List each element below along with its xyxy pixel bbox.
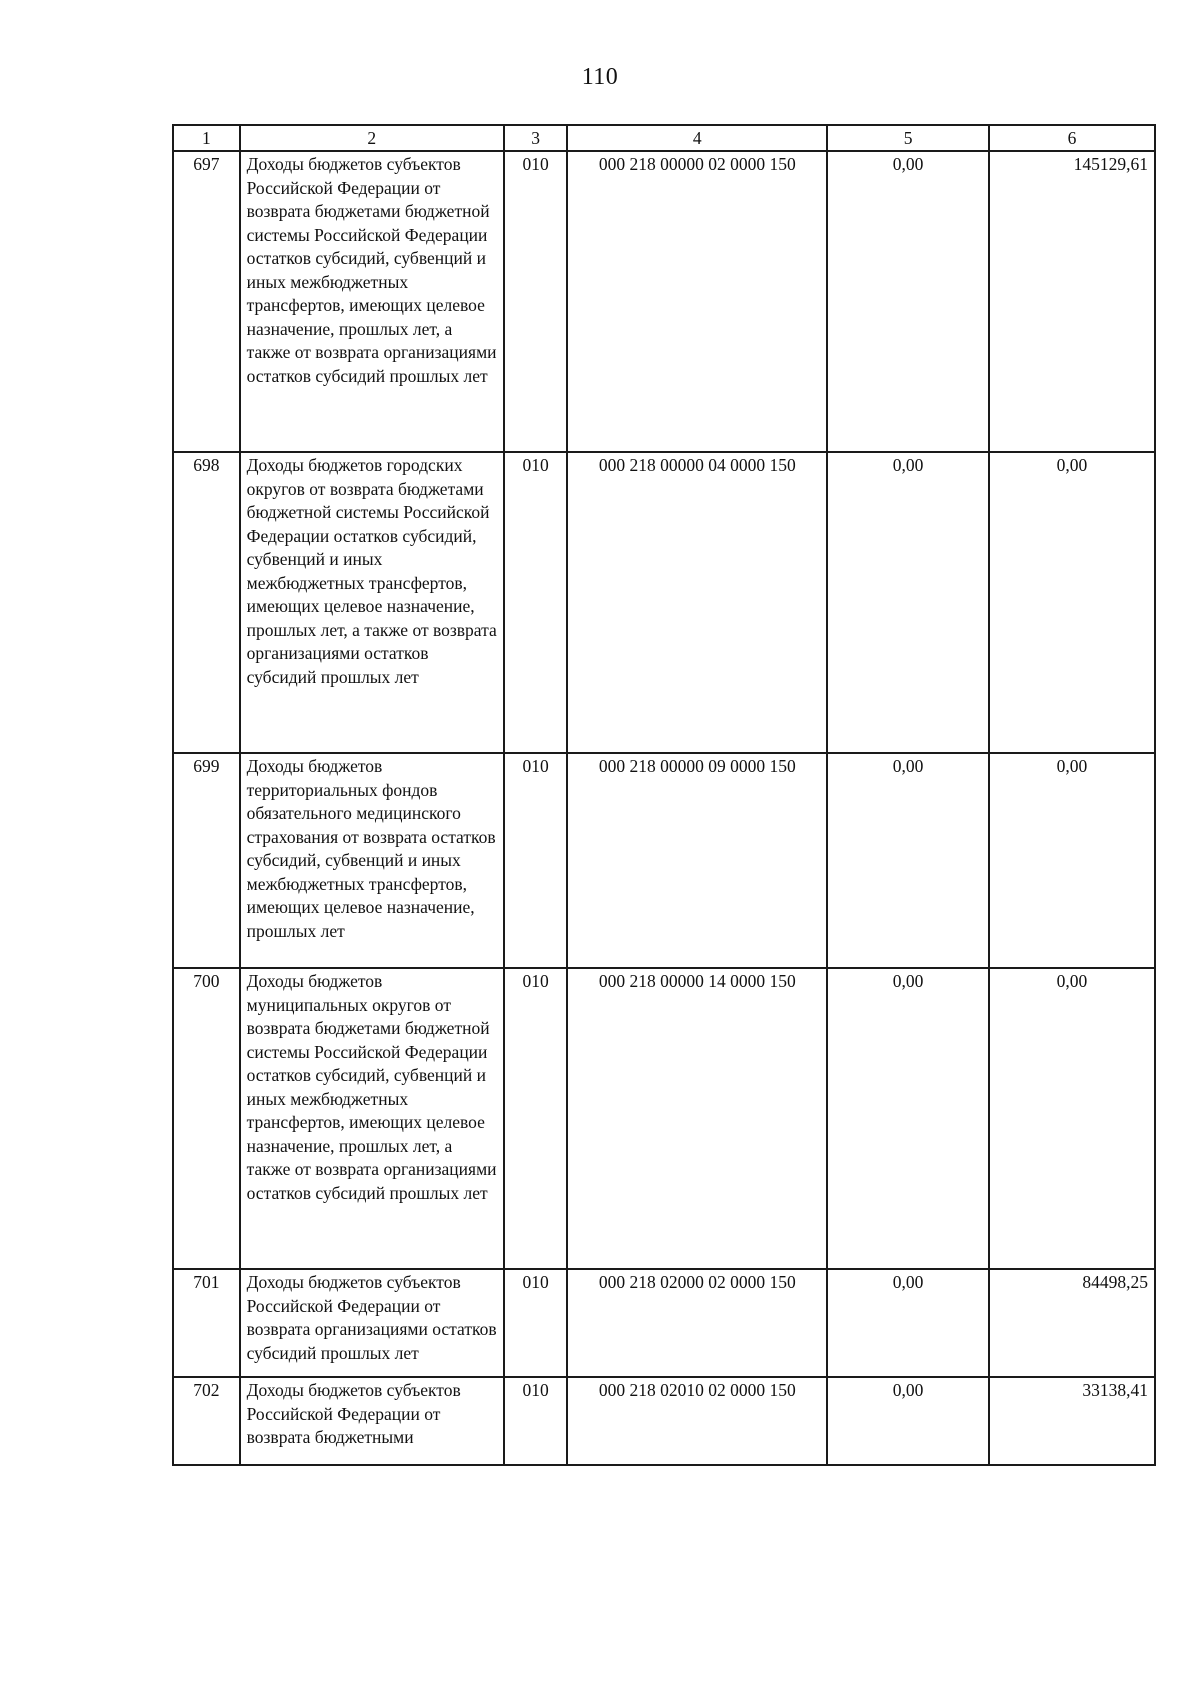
row-description: Доходы бюджетов муниципальных округов от возврата бюджетами бюджетной системы Российской Федерации остатков субсидий, субвенций и иных межбюджетных трансфертов, имеющих целевое назначение, прошлых лет, а также от возврата организациями остатков субсидий прошлых лет: [240, 968, 504, 1269]
header-col-2: 2: [240, 125, 504, 151]
page-number: 110: [581, 64, 619, 90]
row-admin-code: 010: [504, 1269, 567, 1377]
budget-revenue-table: [172, 124, 1156, 1466]
row-col5-amount: 0,00: [827, 1377, 989, 1465]
table-header-row: [173, 125, 1155, 151]
header-col-4: 4: [567, 125, 827, 151]
table-row: [173, 1269, 1155, 1377]
row-kbk-code: 000 218 00000 14 0000 150: [567, 968, 827, 1269]
row-number: 701: [173, 1269, 240, 1377]
row-kbk-code: 000 218 02000 02 0000 150: [567, 1269, 827, 1377]
row-col5-amount: 0,00: [827, 151, 989, 452]
row-kbk-code: 000 218 02010 02 0000 150: [567, 1377, 827, 1465]
row-col6-amount: 0,00: [989, 753, 1155, 968]
row-admin-code: 010: [504, 1377, 567, 1465]
row-col5-amount: 0,00: [827, 753, 989, 968]
header-col-3: 3: [504, 125, 567, 151]
row-col6-amount: 33138,41: [989, 1377, 1155, 1465]
row-col6-amount: 0,00: [989, 452, 1155, 753]
row-col5-amount: 0,00: [827, 1269, 989, 1377]
row-description: Доходы бюджетов субъектов Российской Федерации от возврата организациями остатков субсидий прошлых лет: [240, 1269, 504, 1377]
row-admin-code: 010: [504, 452, 567, 753]
row-number: 697: [173, 151, 240, 452]
row-number: 700: [173, 968, 240, 1269]
table-row: [173, 452, 1155, 753]
row-description: Доходы бюджетов субъектов Российской Федерации от возврата бюджетами бюджетной системы Российской Федерации остатков субсидий, субвенций и иных межбюджетных трансфертов, имеющих целевое назначение, прошлых лет, а также от возврата организациями остатков субсидий прошлых лет: [240, 151, 504, 452]
header-col-5: 5: [827, 125, 989, 151]
table-row: [173, 968, 1155, 1269]
row-col6-amount: 0,00: [989, 968, 1155, 1269]
row-number: 702: [173, 1377, 240, 1465]
header-col-6: 6: [989, 125, 1155, 151]
row-col6-amount: 84498,25: [989, 1269, 1155, 1377]
row-col5-amount: 0,00: [827, 452, 989, 753]
row-kbk-code: 000 218 00000 02 0000 150: [567, 151, 827, 452]
row-col5-amount: 0,00: [827, 968, 989, 1269]
row-admin-code: 010: [504, 753, 567, 968]
row-col6-amount: 145129,61: [989, 151, 1155, 452]
table-row: [173, 753, 1155, 968]
row-admin-code: 010: [504, 968, 567, 1269]
row-description: Доходы бюджетов городских округов от возврата бюджетами бюджетной системы Российской Федерации остатков субсидий, субвенций и иных межбюджетных трансфертов, имеющих целевое назначение, прошлых лет, а также от возврата организациями остатков субсидий прошлых лет: [240, 452, 504, 753]
row-kbk-code: 000 218 00000 04 0000 150: [567, 452, 827, 753]
row-description: Доходы бюджетов территориальных фондов обязательного медицинского страхования от возврата остатков субсидий, субвенций и иных межбюджетных трансфертов, имеющих целевое назначение, прошлых лет: [240, 753, 504, 968]
table-row: [173, 1377, 1155, 1465]
row-kbk-code: 000 218 00000 09 0000 150: [567, 753, 827, 968]
row-admin-code: 010: [504, 151, 567, 452]
row-description: Доходы бюджетов субъектов Российской Федерации от возврата бюджетными: [240, 1377, 504, 1465]
header-col-1: 1: [173, 125, 240, 151]
row-number: 698: [173, 452, 240, 753]
table-row: [173, 151, 1155, 452]
row-number: 699: [173, 753, 240, 968]
